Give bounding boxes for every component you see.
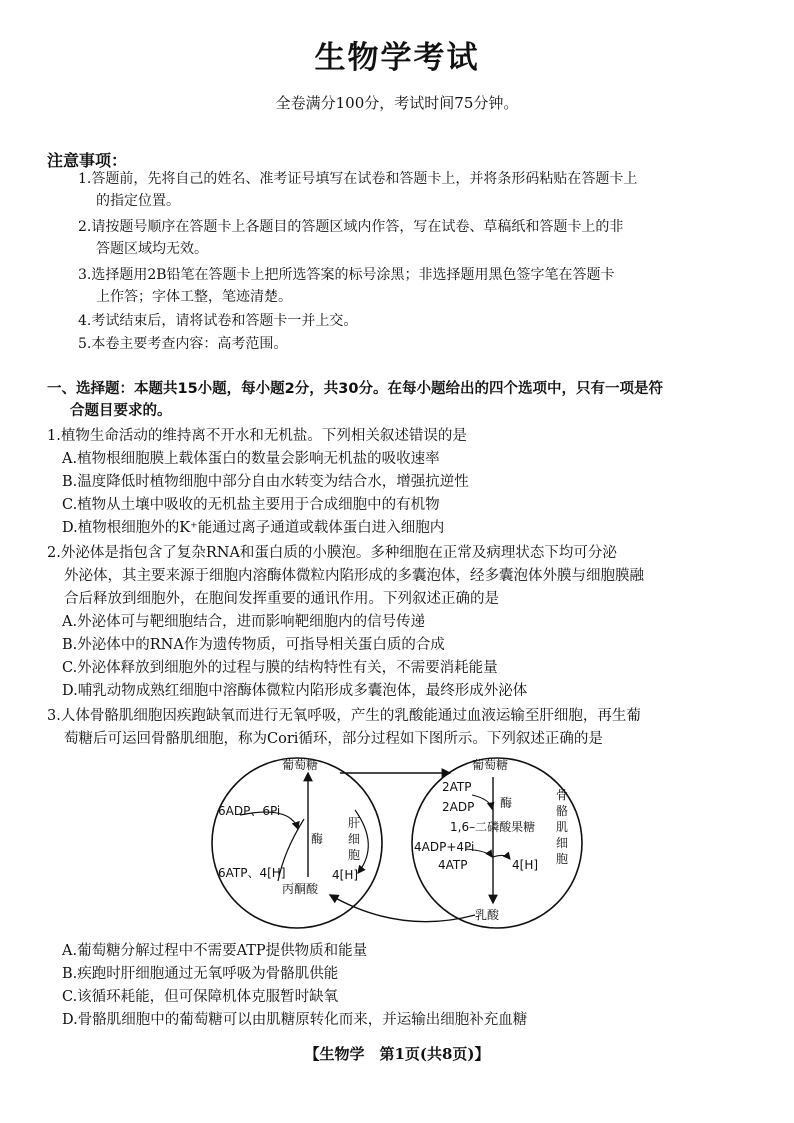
question-3-stem: 3.人体骨骼肌细胞因疾跑缺氧而进行无氧呼吸，产生的乳酸能通过血液运输至肝细胞，再生葡 xyxy=(47,708,641,724)
question-1-option-b: B.温度降低时植物细胞中部分自由水转变为结合水，增强抗逆性 xyxy=(62,474,469,490)
question-3-option-b: B.疾跑时肝细胞通过无氧呼吸为骨骼肌供能 xyxy=(62,966,339,982)
left-atp-label: 6ATP、4[H] xyxy=(218,866,286,880)
question-3-option-d: D.骨骼肌细胞中的葡萄糖可以由肌糖原转化而来，并运输出细胞补充血糖 xyxy=(62,1012,528,1028)
right-atp-label: 4ATP xyxy=(438,858,468,872)
fructose-bisphosphate-label: 1,6–二磷酸果糖 xyxy=(450,820,536,834)
pyruvate-label: 丙酮酸 xyxy=(282,882,319,896)
question-2-option-d: D.哺乳动物成熟红细胞中溶酶体微粒内陷形成多囊泡体，最终形成外泌体 xyxy=(62,683,528,699)
notice-item: 的指定位置。 xyxy=(96,193,180,209)
notice-item: 3.选择题用2B铅笔在答题卡上把所选答案的标号涂黑；非选择题用黑色签字笔在答题卡 xyxy=(78,267,615,283)
left-enzyme-label: 酶 xyxy=(311,832,324,846)
muscle-label-5: 胞 xyxy=(556,852,569,866)
right-2atp-label: 2ATP xyxy=(442,780,472,794)
question-2-stem-cont: 合后释放到细胞外，在胞间发挥重要的通讯作用。下列叙述正确的是 xyxy=(64,591,499,607)
question-2-option-b: B.外泌体中的RNA作为遗传物质，可指导相关蛋白质的合成 xyxy=(62,637,445,653)
muscle-h-arrow xyxy=(493,855,510,859)
liver-label-3: 胞 xyxy=(348,848,361,862)
right-enzyme-label: 酶 xyxy=(500,796,513,810)
question-2-option-a: A.外泌体可与靶细胞结合，进而影响靶细胞内的信号传递 xyxy=(62,614,426,630)
lactate-label: 乳酸 xyxy=(475,908,500,922)
question-1-stem: 1.植物生命活动的维持离不开水和无机盐。下列相关叙述错误的是 xyxy=(47,428,467,444)
muscle-label-3: 肌 xyxy=(556,820,569,834)
notice-item: 答题区域均无效。 xyxy=(96,241,208,257)
question-3-option-a: A.葡萄糖分解过程中不需要ATP提供物质和能量 xyxy=(62,943,368,959)
muscle-label-1: 骨 xyxy=(556,788,569,802)
section-heading: 一、选择题：本题共15小题，每小题2分，共30分。在每小题给出的四个选项中，只有一项是符 xyxy=(47,381,663,397)
question-2-stem: 2.外泌体是指包含了复杂RNA和蛋白质的小膜泡。多种细胞在正常及病理状态下均可分泌 xyxy=(47,545,617,561)
question-1-option-a: A.植物根细胞膜上载体蛋白的数量会影响无机盐的吸收速率 xyxy=(62,451,440,467)
muscle-label-4: 细 xyxy=(556,836,569,850)
muscle-label-2: 骼 xyxy=(556,804,569,818)
liver-label-1: 肝 xyxy=(348,816,361,830)
left-glucose-label: 葡萄糖 xyxy=(282,758,319,772)
notice-item: 4.考试结束后，请将试卷和答题卡一并上交。 xyxy=(78,313,358,329)
left-adp-label: 6ADP、6Pi xyxy=(218,804,281,818)
right-glucose-label: 葡萄糖 xyxy=(472,758,509,772)
notice-item: 5.本卷主要考查内容：高考范围。 xyxy=(78,336,288,352)
page-title: 生物学考试 xyxy=(314,40,480,76)
left-h-label: 4[H] xyxy=(332,868,359,882)
exam-info: 全卷满分100分，考试时间75分钟。 xyxy=(275,94,519,112)
right-2adp-label: 2ADP xyxy=(442,800,475,814)
section-heading-cont: 合题目要求的。 xyxy=(70,403,172,419)
page-footer: 【生物学 第1页(共8页)】 xyxy=(304,1045,490,1063)
atp-use-arrow xyxy=(472,795,492,809)
question-1-option-d: D.植物根细胞外的K⁺能通过离子通道或载体蛋白进入细胞内 xyxy=(62,520,445,536)
notice-heading: 注意事项： xyxy=(47,151,128,170)
notice-item: 2.请按题号顺序在答题卡上各题目的答题区域内作答，写在试卷、草稿纸和答题卡上的非 xyxy=(78,219,624,235)
question-2-stem-cont: 外泌体，其主要来源于细胞内溶酶体微粒内陷形成的多囊泡体，经多囊泡体外膜与细胞膜融 xyxy=(64,568,644,584)
right-h-label: 4[H] xyxy=(512,858,539,872)
question-2-option-c: C.外泌体释放到细胞外的过程与膜的结构特性有关，不需要消耗能量 xyxy=(62,660,498,676)
right-adp-label: 4ADP+4Pi xyxy=(414,840,475,854)
notice-item: 1.答题前，先将自己的姓名、准考证号填写在试卷和答题卡上，并将条形码粘贴在答题卡上 xyxy=(78,171,638,187)
question-3-option-c: C.该循环耗能，但可保障机体克服暂时缺氧 xyxy=(62,989,339,1005)
question-1-option-c: C.植物从土壤中吸收的无机盐主要用于合成细胞中的有机物 xyxy=(62,497,440,513)
notice-item: 上作答；字体工整，笔迹清楚。 xyxy=(96,289,292,305)
liver-label-2: 细 xyxy=(348,832,361,846)
question-3-stem-cont: 萄糖后可运回骨骼肌细胞，称为Cori循环，部分过程如下图所示。下列叙述正确的是 xyxy=(64,731,603,747)
cori-cycle-diagram xyxy=(200,755,600,935)
